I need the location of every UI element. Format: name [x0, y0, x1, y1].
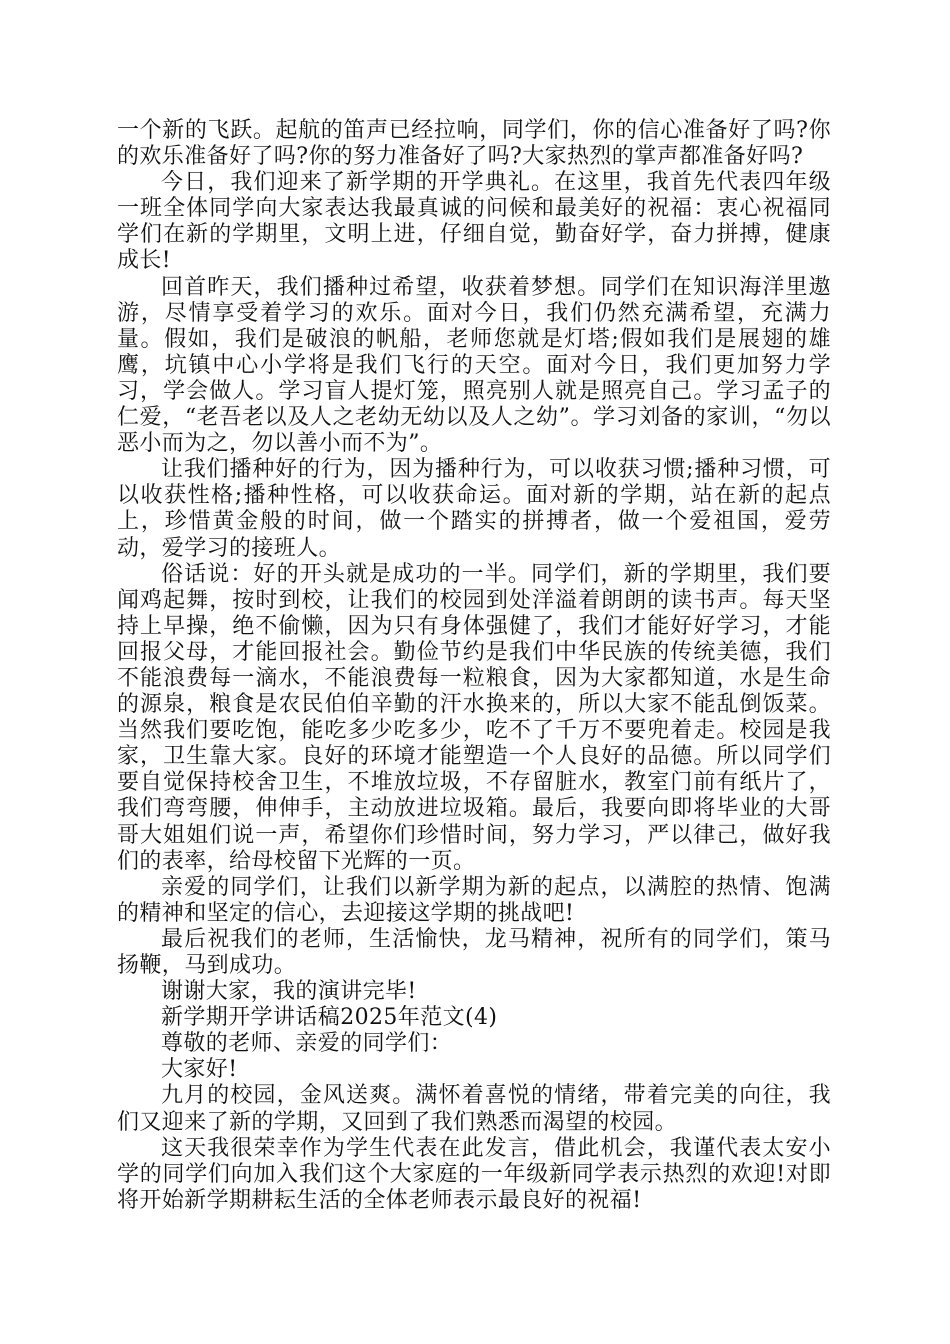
section-title: 新学期开学讲话稿2025年范文(4) [161, 1005, 498, 1031]
paragraph-september-campus: 九月的校园，金风送爽。满怀着喜悦的情绪，带着完美的向往，我们又迎来了新的学期，又回到了我们熟悉而渴望的校园。 [117, 1083, 831, 1135]
paragraph-opening-ceremony: 今日，我们迎来了新学期的开学典礼。在这里，我首先代表四年级一班全体同学向大家表达我最真诚的问候和最美好的祝福：衷心祝福同学们在新的学期里，文明上进，仔细自觉，勤奋好学，奋力拼搏，健康成长! [117, 170, 831, 274]
paragraph-thanks: 谢谢大家，我的演讲完毕! [161, 979, 417, 1005]
paragraph-sow-habits: 让我们播种好的行为，因为播种行为，可以收获习惯;播种习惯，可以收获性格;播种性格，可以收获命运。面对新的学期，站在新的起点上，珍惜黄金般的时间，做一个踏实的拼搏者，做一个爱祖国，爱劳动，爱学习的接班人。 [117, 457, 831, 561]
paragraph-student-representative: 这天我很荣幸作为学生代表在此发言，借此机会，我谨代表太安小学的同学们向加入我们这个大家庭的一年级新同学表示热烈的欢迎!对即将开始新学期耕耘生活的全体老师表示最良好的祝福! [117, 1135, 831, 1213]
paragraph-dear-students: 亲爱的同学们，让我们以新学期为新的起点，以满腔的热情、饱满的精神和坚定的信心，去迎接这学期的挑战吧! [117, 874, 831, 926]
document-body [117, 118, 831, 1214]
greeting: 大家好! [161, 1057, 238, 1083]
salutation: 尊敬的老师、亲爱的同学们： [161, 1031, 453, 1057]
paragraph-good-start: 俗话说：好的开头就是成功的一半。同学们，新的学期里，我们要闻鸡起舞，按时到校，让我们的校园到处洋溢着朗朗的读书声。每天坚持上早操，绝不偷懒，因为只有身体强健了，我们才能好好学习，才能回报父母，才能回报社会。勤俭节约是我们中华民族的传统美德，我们不能浪费每一滴水，不能浪费每一粒粮食，因为大家都知道，水是生命的源泉，粮食是农民伯伯辛勤的汗水换来的，所以大家不能乱倒饭菜。当然我们要吃饱，能吃多少吃多少，吃不了千万不要兜着走。校园是我家，卫生靠大家。良好的环境才能塑造一个人良好的品德。所以同学们要自觉保持校舍卫生，不堆放垃圾，不存留脏水，教室门前有纸片了，我们弯弯腰，伸伸手，主动放进垃圾箱。最后，我要向即将毕业的大哥哥大姐姐们说一声，希望你们珍惜时间，努力学习，严以律己，做好我们的表率，给母校留下光辉的一页。 [117, 561, 831, 874]
paragraph-final-wishes: 最后祝我们的老师，生活愉快，龙马精神，祝所有的同学们，策马扬鞭，马到成功。 [117, 926, 831, 978]
paragraph-looking-back: 回首昨天，我们播种过希望，收获着梦想。同学们在知识海洋里遨游，尽情享受着学习的欢乐。面对今日，我们仍然充满希望，充满力量。假如，我们是破浪的帆船，老师您就是灯塔;假如我们是展翅的雄鹰，坑镇中心小学将是我们飞行的天空。面对今日，我们更加努力学习，学会做人。学习盲人提灯笼，照亮别人就是照亮自己。学习孟子的仁爱，“老吾老以及人之老幼无幼以及人之幼”。学习刘备的家训，“勿以恶小而为之，勿以善小而不为”。 [117, 274, 831, 457]
paragraph-continued: 一个新的飞跃。起航的笛声已经拉响，同学们，你的信心准备好了吗?你的欢乐准备好了吗?你的努力准备好了吗?大家热烈的掌声都准备好吗? [117, 118, 831, 170]
